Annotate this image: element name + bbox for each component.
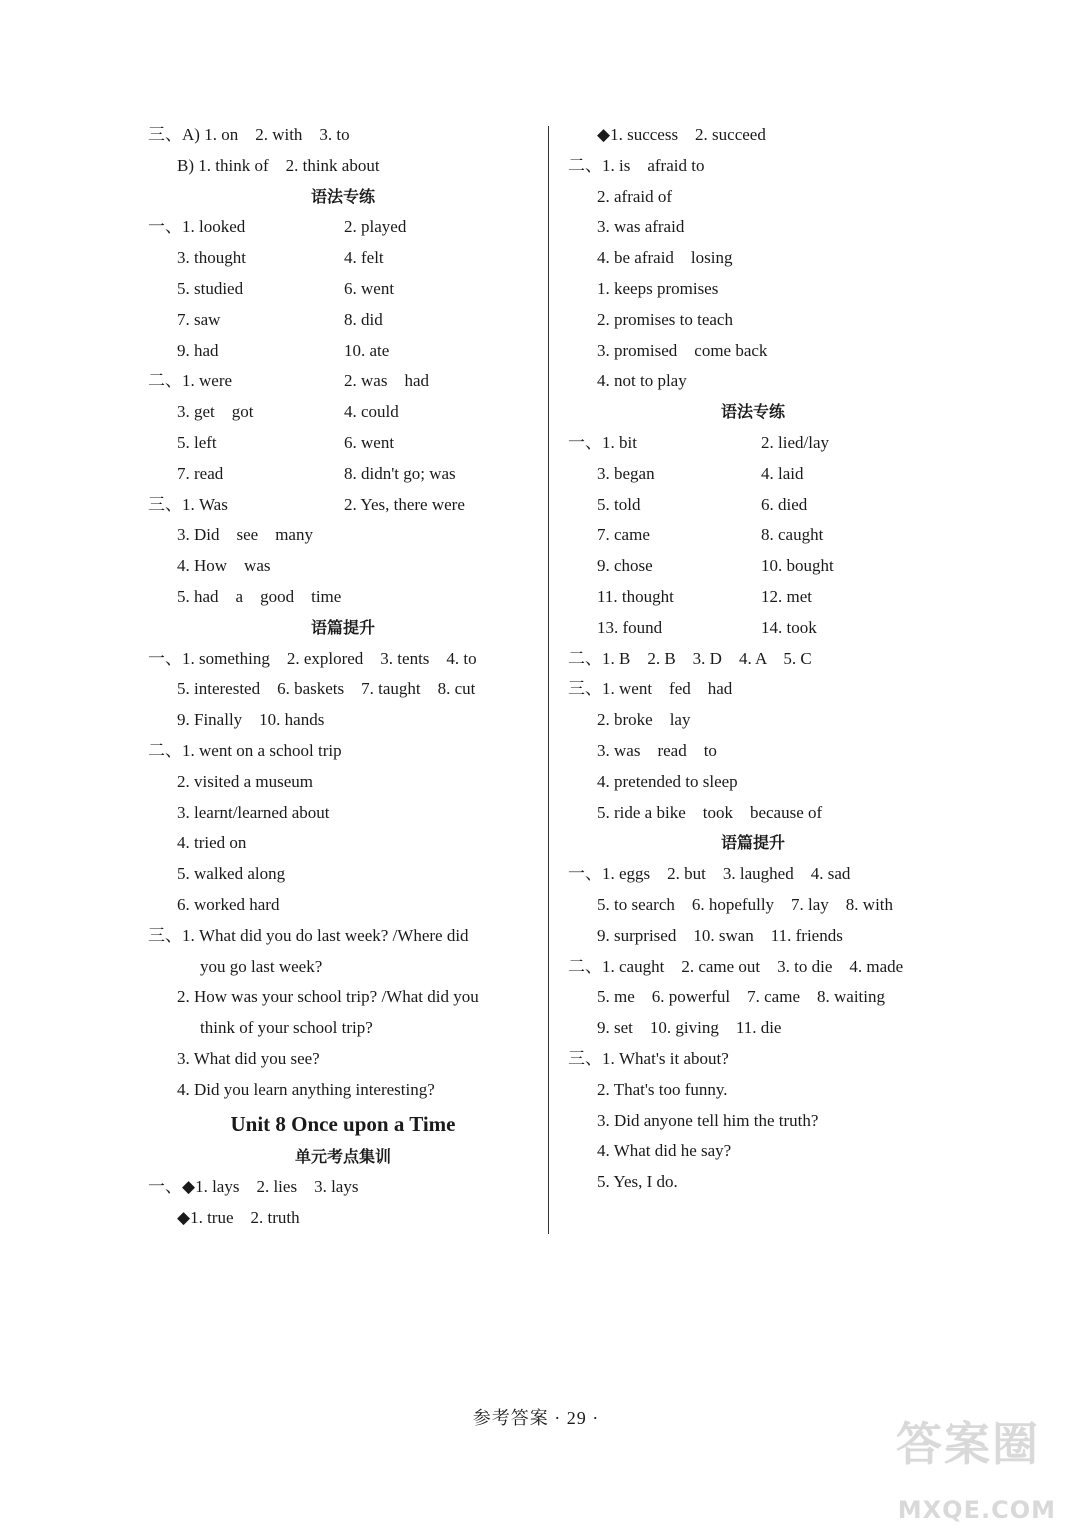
answer-line: 6. worked hard xyxy=(177,894,280,914)
left-column xyxy=(148,120,538,1234)
answer-cell: 7. read xyxy=(177,463,224,483)
answer-cell: 5. told xyxy=(597,494,641,514)
answer-line: 2. visited a museum xyxy=(177,771,313,791)
page-footer: 参考答案 · 29 · xyxy=(472,1408,600,1428)
answer-cell: 8. didn't go; was xyxy=(344,463,456,483)
answer-line: 9. Finally 10. hands xyxy=(177,710,325,730)
answer-line: 9. set 10. giving 11. die xyxy=(597,1018,782,1038)
answer-line: 二、1. caught 2. came out 3. to die 4. made xyxy=(568,956,904,976)
answer-line: 5. Yes, I do. xyxy=(597,1172,678,1192)
answer-line: 4. What did he say? xyxy=(597,1141,732,1161)
answer-line: 三、A) 1. on 2. with 3. to xyxy=(148,125,350,144)
answer-line: 二、1. B 2. B 3. D 4. A 5. C xyxy=(568,648,812,668)
answer-line: 三、1. What did you do last week? /Where did xyxy=(148,925,469,945)
answer-line: 5. interested 6. baskets 7. taught 8. cut xyxy=(177,679,476,699)
answer-cell: 三、1. Was xyxy=(148,494,228,514)
section-heading-grammar: 语法专练 xyxy=(720,402,785,422)
answer-cell: 4. could xyxy=(344,402,399,422)
answer-line: 3. What did you see? xyxy=(177,1048,320,1068)
column-divider xyxy=(548,126,549,1234)
section-heading-unit-review: 单元考点集训 xyxy=(294,1146,391,1166)
answer-line: 3. promised come back xyxy=(597,340,768,360)
watermark-text: 答案圈 xyxy=(896,1417,1040,1471)
answer-line: 3. Did see many xyxy=(177,525,313,545)
answer-cell: 6. went xyxy=(344,278,395,298)
answer-line: 二、1. is afraid to xyxy=(568,155,705,175)
section-heading-reading: 语篇提升 xyxy=(720,833,785,853)
answer-line: 4. pretended to sleep xyxy=(597,771,738,791)
answer-line: 5. walked along xyxy=(177,864,286,884)
answer-cell: 二、1. were xyxy=(148,371,233,391)
answer-cell: 6. died xyxy=(761,494,808,514)
answer-cell: 9. chose xyxy=(597,556,653,576)
answer-cell: 5. left xyxy=(177,432,217,452)
section-heading-reading: 语篇提升 xyxy=(310,617,375,637)
answer-line: 三、1. went fed had xyxy=(568,679,733,699)
answer-cell: 2. Yes, there were xyxy=(344,494,465,514)
answer-line: 一、1. something 2. explored 3. tents 4. to xyxy=(148,648,477,668)
answer-line: 5. had a good time xyxy=(177,586,342,606)
answer-cell: 2. played xyxy=(344,217,407,237)
answer-cell: 6. went xyxy=(344,432,395,452)
answer-line: 3. was read to xyxy=(597,740,717,760)
answer-line: 4. be afraid losing xyxy=(597,248,733,268)
answer-line: think of your school trip? xyxy=(200,1018,373,1038)
right-column xyxy=(568,120,938,1198)
answer-cell: 7. came xyxy=(597,525,650,545)
answer-line: 1. keeps promises xyxy=(597,278,719,298)
answer-cell: 2. was had xyxy=(344,371,429,391)
answer-line: 4. How was xyxy=(177,556,271,576)
answer-cell: 4. felt xyxy=(344,248,384,268)
answer-line: 一、1. eggs 2. but 3. laughed 4. sad xyxy=(568,864,851,884)
watermark-url: MXQE.COM xyxy=(897,1496,1056,1524)
answer-cell: 10. bought xyxy=(761,556,834,576)
unit-title: Unit 8 Once upon a Time xyxy=(230,1111,456,1136)
answer-line: 2. broke lay xyxy=(597,710,691,730)
answer-line: you go last week? xyxy=(200,956,323,976)
answer-cell: 一、1. bit xyxy=(568,432,637,452)
answer-cell: 4. laid xyxy=(761,463,804,483)
answer-line: 3. was afraid xyxy=(597,217,685,237)
answer-line: ◆1. true 2. truth xyxy=(177,1208,300,1228)
answer-line: 二、1. went on a school trip xyxy=(148,740,342,760)
answer-line: 5. me 6. powerful 7. came 8. waiting xyxy=(597,987,885,1007)
answer-line: 2. afraid of xyxy=(597,186,673,206)
answer-cell: 8. did xyxy=(344,309,383,329)
answer-cell: 一、1. looked xyxy=(148,217,246,237)
answer-line: 2. That's too funny. xyxy=(597,1079,728,1099)
watermark-logo xyxy=(864,1398,1064,1528)
answer-line: 5. ride a bike took because of xyxy=(597,802,823,822)
answer-cell: 3. began xyxy=(597,463,655,483)
answer-cell: 5. studied xyxy=(177,278,244,298)
answer-cell: 13. found xyxy=(597,617,663,637)
answer-line: 三、1. What's it about? xyxy=(568,1048,729,1068)
answer-cell: 8. caught xyxy=(761,525,824,545)
answer-line: 4. Did you learn anything interesting? xyxy=(177,1079,435,1099)
answer-cell: 10. ate xyxy=(344,340,390,360)
answer-line: 3. learnt/learned about xyxy=(177,802,330,822)
answer-line: 4. not to play xyxy=(597,371,687,391)
answer-line: 4. tried on xyxy=(177,833,247,853)
answer-cell: 2. lied/lay xyxy=(761,432,829,452)
answer-line: 一、◆1. lays 2. lies 3. lays xyxy=(148,1177,359,1197)
answer-line: 2. How was your school trip? /What did you xyxy=(177,987,479,1007)
section-heading-grammar: 语法专练 xyxy=(310,186,375,206)
answer-cell: 11. thought xyxy=(597,586,674,606)
answer-line: ◆1. success 2. succeed xyxy=(597,125,766,144)
answer-line: 9. surprised 10. swan 11. friends xyxy=(597,925,843,945)
answer-cell: 9. had xyxy=(177,340,219,360)
answer-cell: 7. saw xyxy=(177,309,221,329)
answer-line: 2. promises to teach xyxy=(597,309,733,329)
answer-line: B) 1. think of 2. think about xyxy=(177,155,380,175)
answer-cell: 3. get got xyxy=(177,402,254,422)
answer-line: 5. to search 6. hopefully 7. lay 8. with xyxy=(597,894,894,914)
answer-line: 3. Did anyone tell him the truth? xyxy=(597,1110,819,1130)
answer-cell: 12. met xyxy=(761,586,812,606)
answer-cell: 14. took xyxy=(761,617,817,637)
answer-cell: 3. thought xyxy=(177,248,246,268)
